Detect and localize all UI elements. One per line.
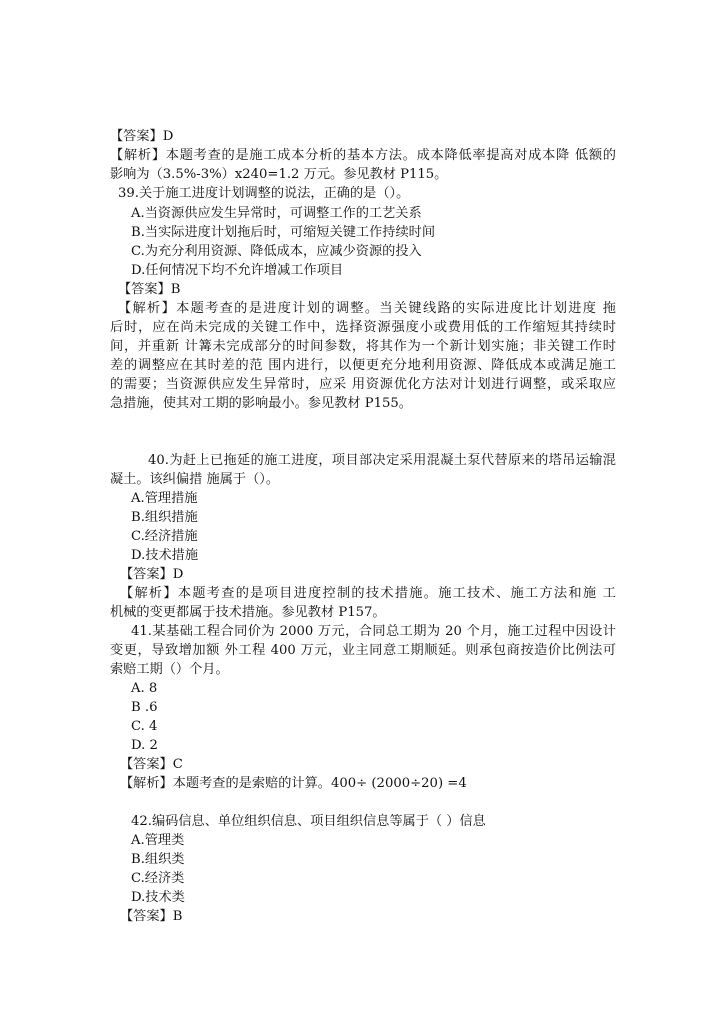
option-c: C.为充分利用资源、降低成本，应减少资源的投入 (131, 244, 422, 259)
option-b: B.当实际进度计划拖后时，可缩短关键工作持续时间 (131, 225, 436, 240)
question-39-stem: 39.关于施工进度计划调整的说法，正确的是（）。 (118, 186, 410, 201)
analysis-text: 急措施，使其对工期的影响最小。参见教材 P155。 (110, 396, 412, 411)
analysis-text: 的需要；当资源供应发生异常时，应采 用资源优化方法对计划进行调整，或采取应 (110, 377, 616, 392)
analysis-text: 差的调整应在其时差的范 围内进行，以便更充分地利用资源、降低成本或满足施工 (110, 358, 616, 373)
question-42-stem: 42.编码信息、单位组织信息、项目组织信息等属于（ ）信息 (131, 814, 486, 829)
analysis-text: 影响为（3.5%-3%）x240=1.2 万元。参见教材 P115。 (110, 167, 448, 182)
analysis-text: 间，并重新 计篝未完成部分的时间参数，将其作为一个新计划实施；非关键工作时 (110, 339, 616, 354)
option-a: A.当资源供应发生异常时，可调整工作的工艺关系 (131, 206, 422, 221)
answer-label: 【答案】C (120, 757, 183, 772)
option-c: C.经济类 (131, 871, 185, 886)
answer-label: 【答案】B (120, 909, 183, 924)
analysis-text: 后时，应在尚未完成的关键工作中，选择资源强度小或费用低的工作缩短其持续时 (110, 320, 616, 335)
option-b: B.组织类 (131, 852, 185, 867)
question-40-stem: 40.为赶上已拖延的施工进度，项目部决定采用混凝土泵代替原来的塔吊运输混 (148, 453, 616, 468)
question-41-stem: 41.某基础工程合同价为 2000 万元，合同总工期为 20 个月，施工过程中因设计 (131, 624, 616, 639)
option-a: A.管理措施 (131, 491, 198, 506)
answer-label: 【答案】B (118, 282, 181, 297)
option-c: C.经济措施 (131, 529, 198, 544)
option-b: B .6 (131, 700, 158, 715)
analysis-text: 【解析】本题考查的是施工成本分析的基本方法。成本降低率提高对成本降 低额的 (110, 148, 616, 163)
option-c: C. 4 (131, 719, 158, 734)
question-40-stem: 凝土。该纠偏措 施属于（）。 (110, 472, 280, 487)
option-d: D. 2 (131, 738, 158, 753)
option-d: D.任何情况下均不允许增减工作项目 (131, 263, 344, 278)
answer-label: 【答案】D (110, 129, 174, 144)
option-a: A. 8 (131, 681, 158, 696)
answer-label: 【答案】D (120, 567, 184, 582)
analysis-text: 【解析】本题考查的是索赔的计算。400÷ (2000÷20) =4 (120, 776, 467, 791)
option-b: B.组织措施 (131, 510, 198, 525)
analysis-text: 【解析】本题考查的是进度计划的调整。当关键线路的实际进度比计划进度 拖 (118, 301, 616, 316)
question-41-stem: 索赔工期（）个月。 (110, 662, 229, 677)
analysis-text: 【解析】本题考查的是项目进度控制的技术措施。施工技术、施工方法和施 工 (120, 586, 616, 601)
analysis-text: 机械的变更都属于技术措施。参见教材 P157。 (110, 605, 386, 620)
option-a: A.管理类 (131, 833, 185, 848)
question-41-stem: 变更，导致增加额 外工程 400 万元，业主同意工期顺延。则承包商按造价比例法可 (110, 643, 616, 658)
option-d: D.技术措施 (131, 548, 199, 563)
option-d: D.技术类 (131, 890, 185, 905)
